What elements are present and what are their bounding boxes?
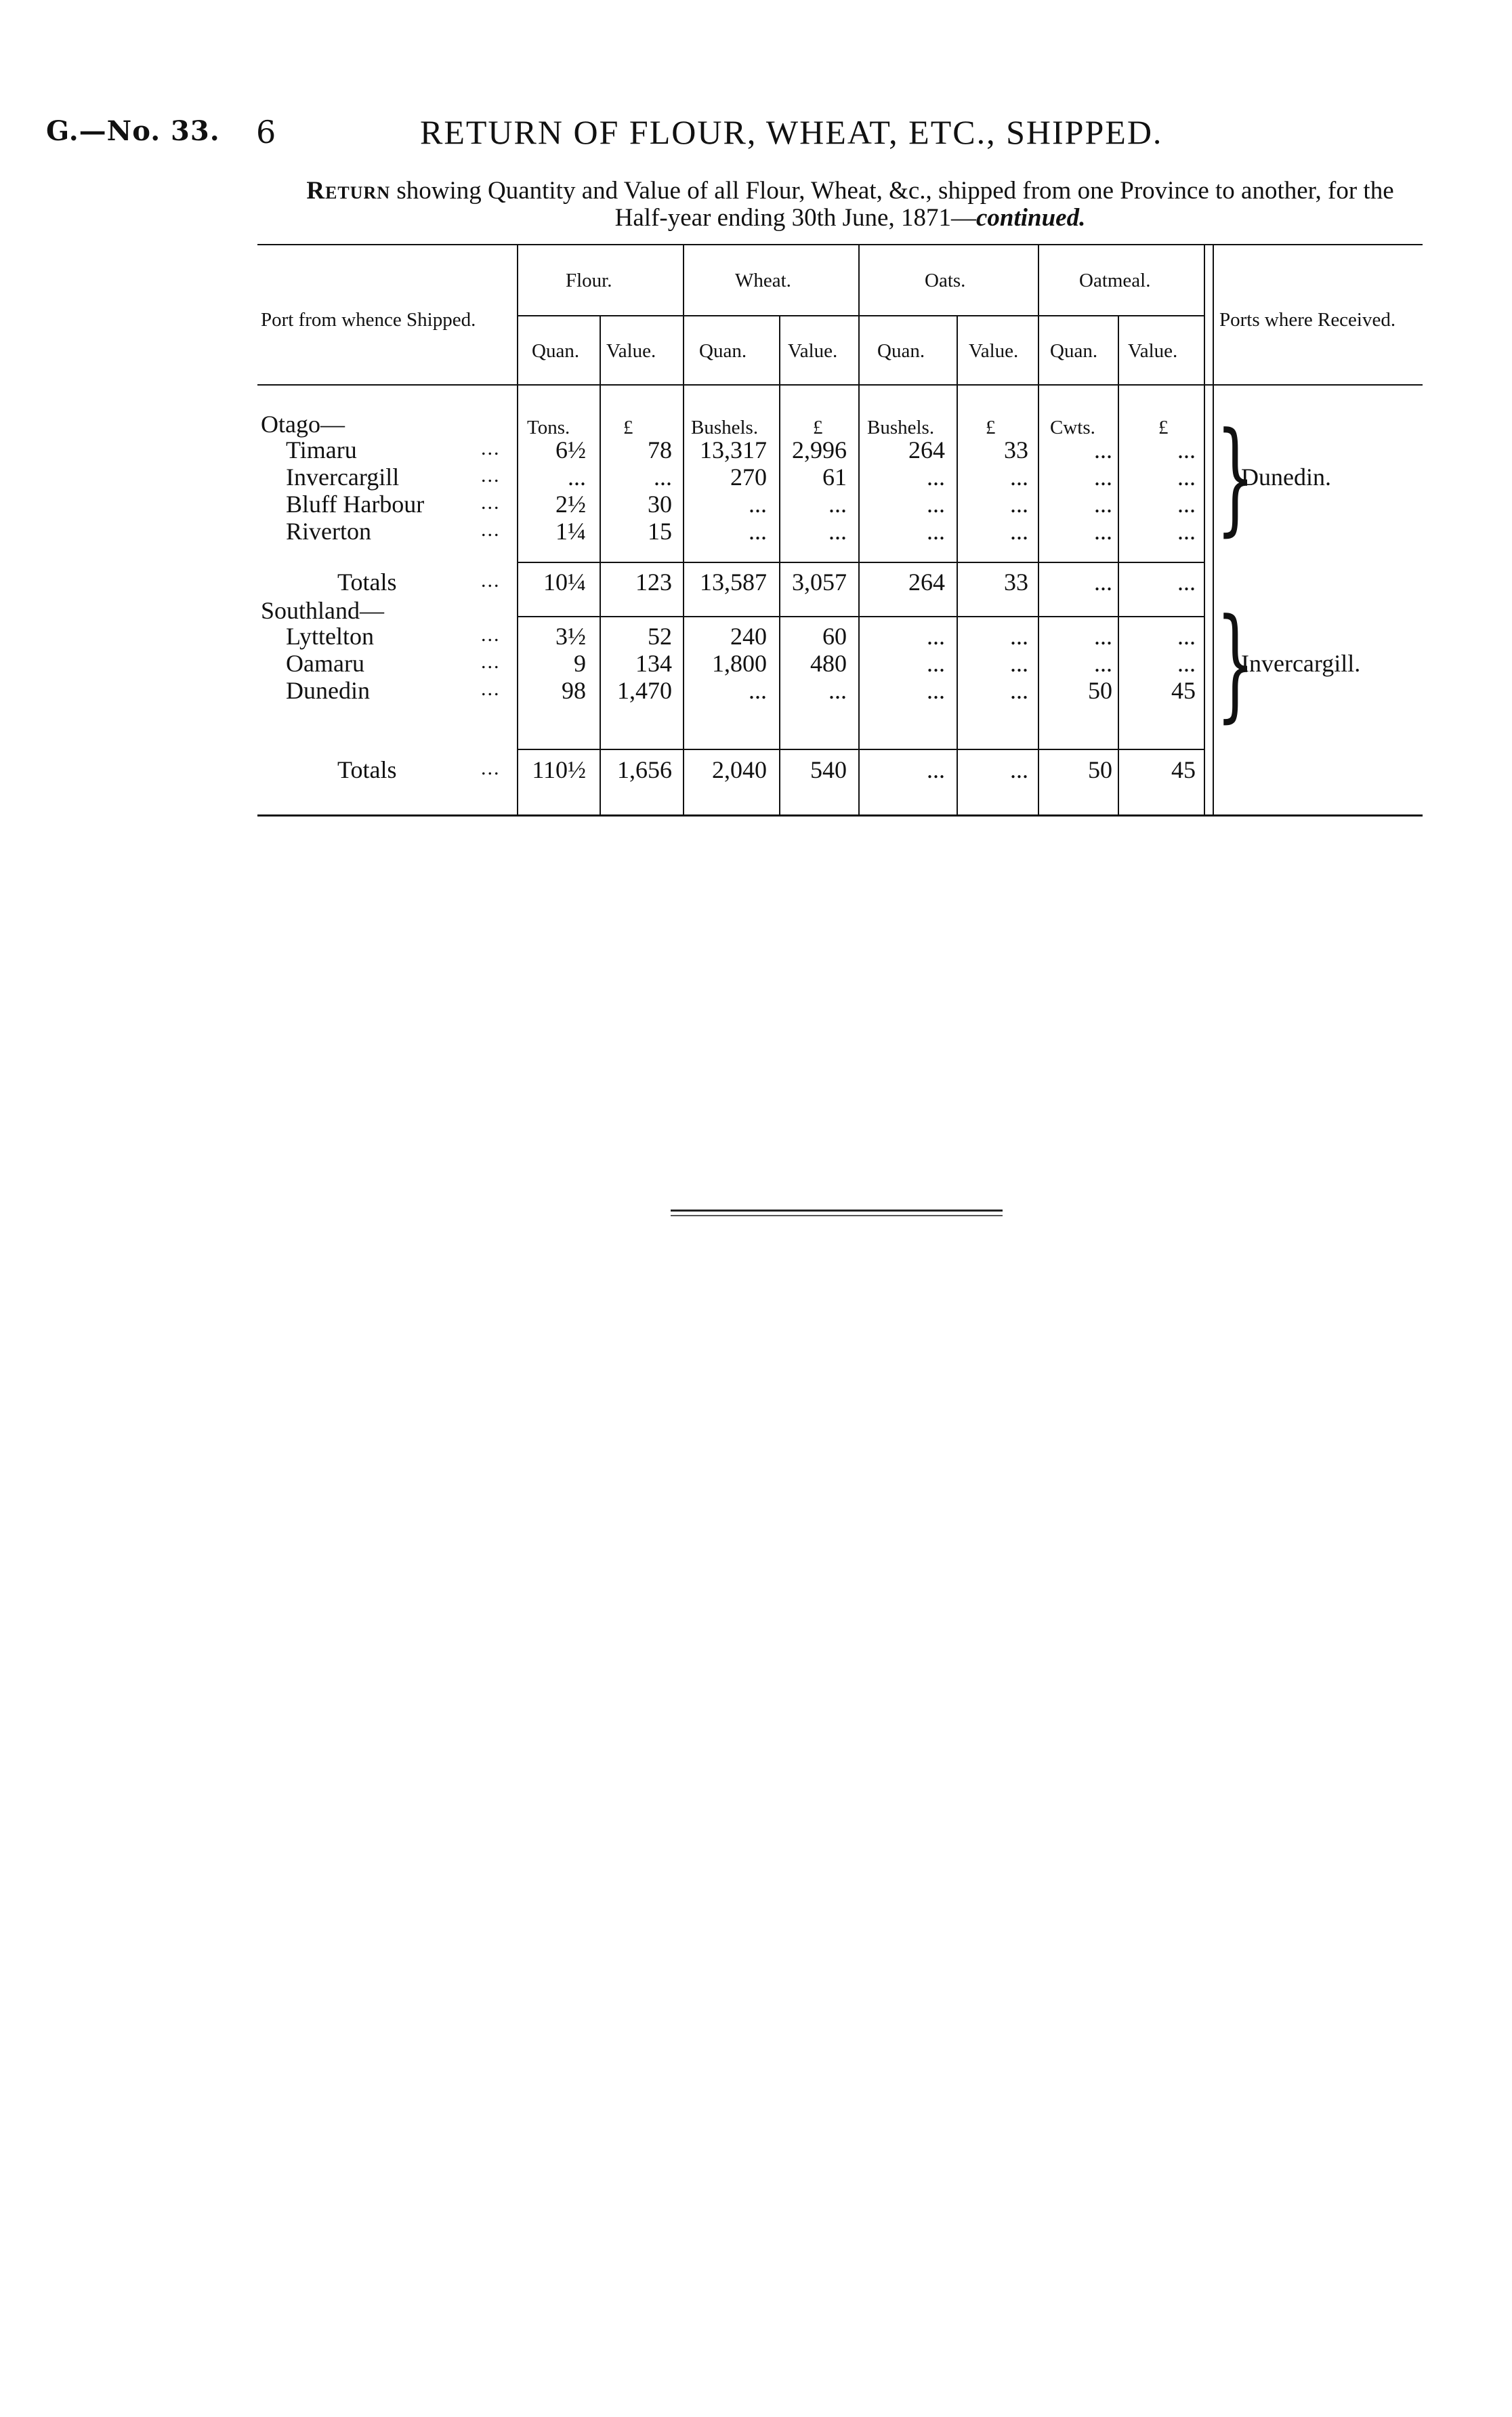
totals-cell: 10¼	[543, 569, 586, 596]
table-cell: ...	[1010, 623, 1028, 650]
table-cell: ...	[1094, 650, 1112, 677]
table-cell: 1,800	[712, 650, 767, 677]
end-rule	[671, 1210, 1003, 1216]
table-cell: ...	[927, 491, 945, 518]
running-title: RETURN OF FLOUR, WHEAT, ETC., SHIPPED.	[420, 113, 1163, 151]
unit-label: Bushels.	[691, 417, 759, 438]
unit-label: £	[1158, 417, 1169, 438]
leader-dots: ...	[481, 437, 501, 459]
table-cell: 30	[648, 491, 672, 518]
unit-label: Cwts.	[1050, 417, 1095, 438]
table-cell: ...	[828, 518, 847, 545]
group-oats: Oats.	[925, 270, 966, 291]
col-rule	[1118, 315, 1119, 814]
table-cell: 2½	[555, 491, 586, 518]
table-cell: ...	[1177, 650, 1196, 677]
group-wheat: Wheat.	[735, 270, 791, 291]
table-cell: ...	[749, 677, 767, 704]
totals-cell: 2,040	[712, 756, 767, 783]
unit-label: £	[623, 417, 633, 438]
table-cell: ...	[1010, 650, 1028, 677]
col-rule	[779, 315, 780, 814]
table-cell: 98	[562, 677, 586, 704]
page-number: 6	[256, 114, 276, 150]
totals-rule-1	[518, 562, 1204, 563]
table-cell: 1,470	[617, 677, 672, 704]
table-cell: 264	[908, 436, 945, 463]
table-cell: ...	[749, 518, 767, 545]
totals-cell: 1,656	[617, 756, 672, 783]
table-cell: ...	[1177, 518, 1196, 545]
leader-dots: ...	[481, 491, 501, 514]
leader-dots: ...	[481, 678, 501, 700]
table-cell: ...	[568, 463, 586, 491]
table-cell: 480	[810, 650, 847, 677]
table-cell: 6½	[555, 436, 586, 463]
data-table	[257, 237, 1423, 833]
page-id: G.—No. 33.	[46, 115, 220, 147]
table-cell: ...	[828, 491, 847, 518]
totals-label: Totals	[337, 756, 397, 783]
col-rule	[1038, 244, 1039, 814]
col-rule	[1204, 244, 1205, 814]
table-cell: 2,996	[792, 436, 847, 463]
col-rule	[957, 315, 958, 814]
sub-header: Value.	[788, 340, 838, 362]
leader-dots: ...	[481, 650, 501, 673]
totals-cell: 110½	[532, 756, 586, 783]
leader-dots: ...	[481, 569, 501, 592]
caption-text: showing Quantity and Value of all Flour, Wheat, &c., shipped from one Province to another, for the Half-year ending 30th June, 1871—	[390, 177, 1394, 232]
table-cell: 50	[1088, 677, 1112, 704]
leader-dots: ...	[481, 518, 501, 541]
group-rule	[518, 315, 1204, 316]
unit-label: Bushels.	[867, 417, 935, 438]
sub-header: Value.	[606, 340, 656, 362]
table-cell: ...	[1010, 491, 1028, 518]
port-name: Invercargill	[286, 463, 400, 491]
table-cell: ...	[1010, 677, 1028, 704]
received-header: Ports where Received.	[1219, 309, 1396, 331]
totals-cell: 123	[635, 569, 672, 596]
port-name: Riverton	[286, 518, 371, 545]
table-cell: ...	[1177, 491, 1196, 518]
port-name: Oamaru	[286, 650, 364, 677]
section-name: Southland—	[261, 597, 385, 624]
leader-dots: ...	[481, 623, 501, 646]
table-cell: 60	[822, 623, 847, 650]
totals-cell: ...	[1177, 569, 1196, 596]
col-rule	[858, 244, 860, 814]
totals-rule-2	[518, 749, 1204, 750]
col-rule	[517, 244, 518, 814]
sub-header: Value.	[969, 340, 1019, 362]
table-cell: 78	[648, 436, 672, 463]
table-cell: ...	[828, 677, 847, 704]
sub-header: Quan.	[532, 340, 580, 362]
port-name: Timaru	[286, 436, 357, 463]
col-rule	[683, 244, 684, 814]
table-cell: ...	[927, 518, 945, 545]
table-cell: ...	[1010, 518, 1028, 545]
table-cell: ...	[1010, 463, 1028, 491]
totals-label: Totals	[337, 569, 397, 596]
table-cell: ...	[1094, 436, 1112, 463]
caption-lead: Return	[306, 177, 391, 205]
totals-cell: ...	[1094, 569, 1112, 596]
port-received: Invercargill.	[1241, 650, 1361, 677]
sub-header: Quan.	[877, 340, 925, 362]
port-header: Port from whence Shipped.	[261, 309, 476, 331]
totals-cell: ...	[927, 756, 945, 783]
table-cell: 15	[648, 518, 672, 545]
table-cell: ...	[927, 623, 945, 650]
header-bottom-rule	[257, 384, 1423, 386]
caption-continued: continued.	[975, 204, 1086, 232]
table-cell: 9	[574, 650, 586, 677]
port-name: Lyttelton	[286, 623, 374, 650]
table-cell: 134	[635, 650, 672, 677]
unit-label: £	[813, 417, 823, 438]
col-rule	[600, 315, 601, 814]
table-cell: ...	[1094, 491, 1112, 518]
totals-cell: 45	[1171, 756, 1196, 783]
table-cell: 33	[1004, 436, 1028, 463]
table-cell: 3½	[555, 623, 586, 650]
sub-header: Quan.	[699, 340, 747, 362]
table-cell: ...	[749, 491, 767, 518]
port-name: Dunedin	[286, 677, 370, 704]
group-flour: Flour.	[566, 270, 612, 291]
brace-icon: }	[1216, 593, 1255, 735]
table-cell: ...	[654, 463, 672, 491]
col-rule	[1213, 244, 1214, 814]
table-cell: ...	[927, 650, 945, 677]
port-name: Bluff Harbour	[286, 491, 425, 518]
leader-dots: ...	[481, 757, 501, 779]
table-cell: 52	[648, 623, 672, 650]
table-cell: 45	[1171, 677, 1196, 704]
table-bottom-rule	[257, 814, 1423, 817]
totals-cell: 33	[1004, 569, 1028, 596]
group-oatmeal: Oatmeal.	[1079, 270, 1151, 291]
table-cell: ...	[1177, 463, 1196, 491]
totals-cell: 50	[1088, 756, 1112, 783]
table-cell: 61	[822, 463, 847, 491]
table-cell: ...	[1094, 518, 1112, 545]
totals-cell: 3,057	[792, 569, 847, 596]
table-cell: 13,317	[700, 436, 767, 463]
table-cell: ...	[1177, 623, 1196, 650]
table-cell: ...	[1094, 623, 1112, 650]
table-cell: ...	[1094, 463, 1112, 491]
brace-icon: }	[1216, 407, 1255, 548]
section-name: Otago—	[261, 411, 345, 438]
totals-cell: 264	[908, 569, 945, 596]
table-cell: ...	[1177, 436, 1196, 463]
table-caption	[278, 178, 1423, 232]
table-cell: 240	[730, 623, 767, 650]
totals-cell: ...	[1010, 756, 1028, 783]
totals-cell: 13,587	[700, 569, 767, 596]
table-cell: ...	[927, 677, 945, 704]
port-received: Dunedin.	[1241, 463, 1331, 491]
unit-label: Tons.	[527, 417, 570, 438]
totals-rule-1b	[518, 616, 1204, 617]
leader-dots: ...	[481, 464, 501, 487]
sub-header: Value.	[1128, 340, 1178, 362]
table-cell: 1¼	[555, 518, 586, 545]
totals-cell: 540	[810, 756, 847, 783]
table-top-rule	[257, 244, 1423, 245]
table-cell: ...	[927, 463, 945, 491]
table-cell: 270	[730, 463, 767, 491]
unit-label: £	[986, 417, 996, 438]
sub-header: Quan.	[1050, 340, 1098, 362]
